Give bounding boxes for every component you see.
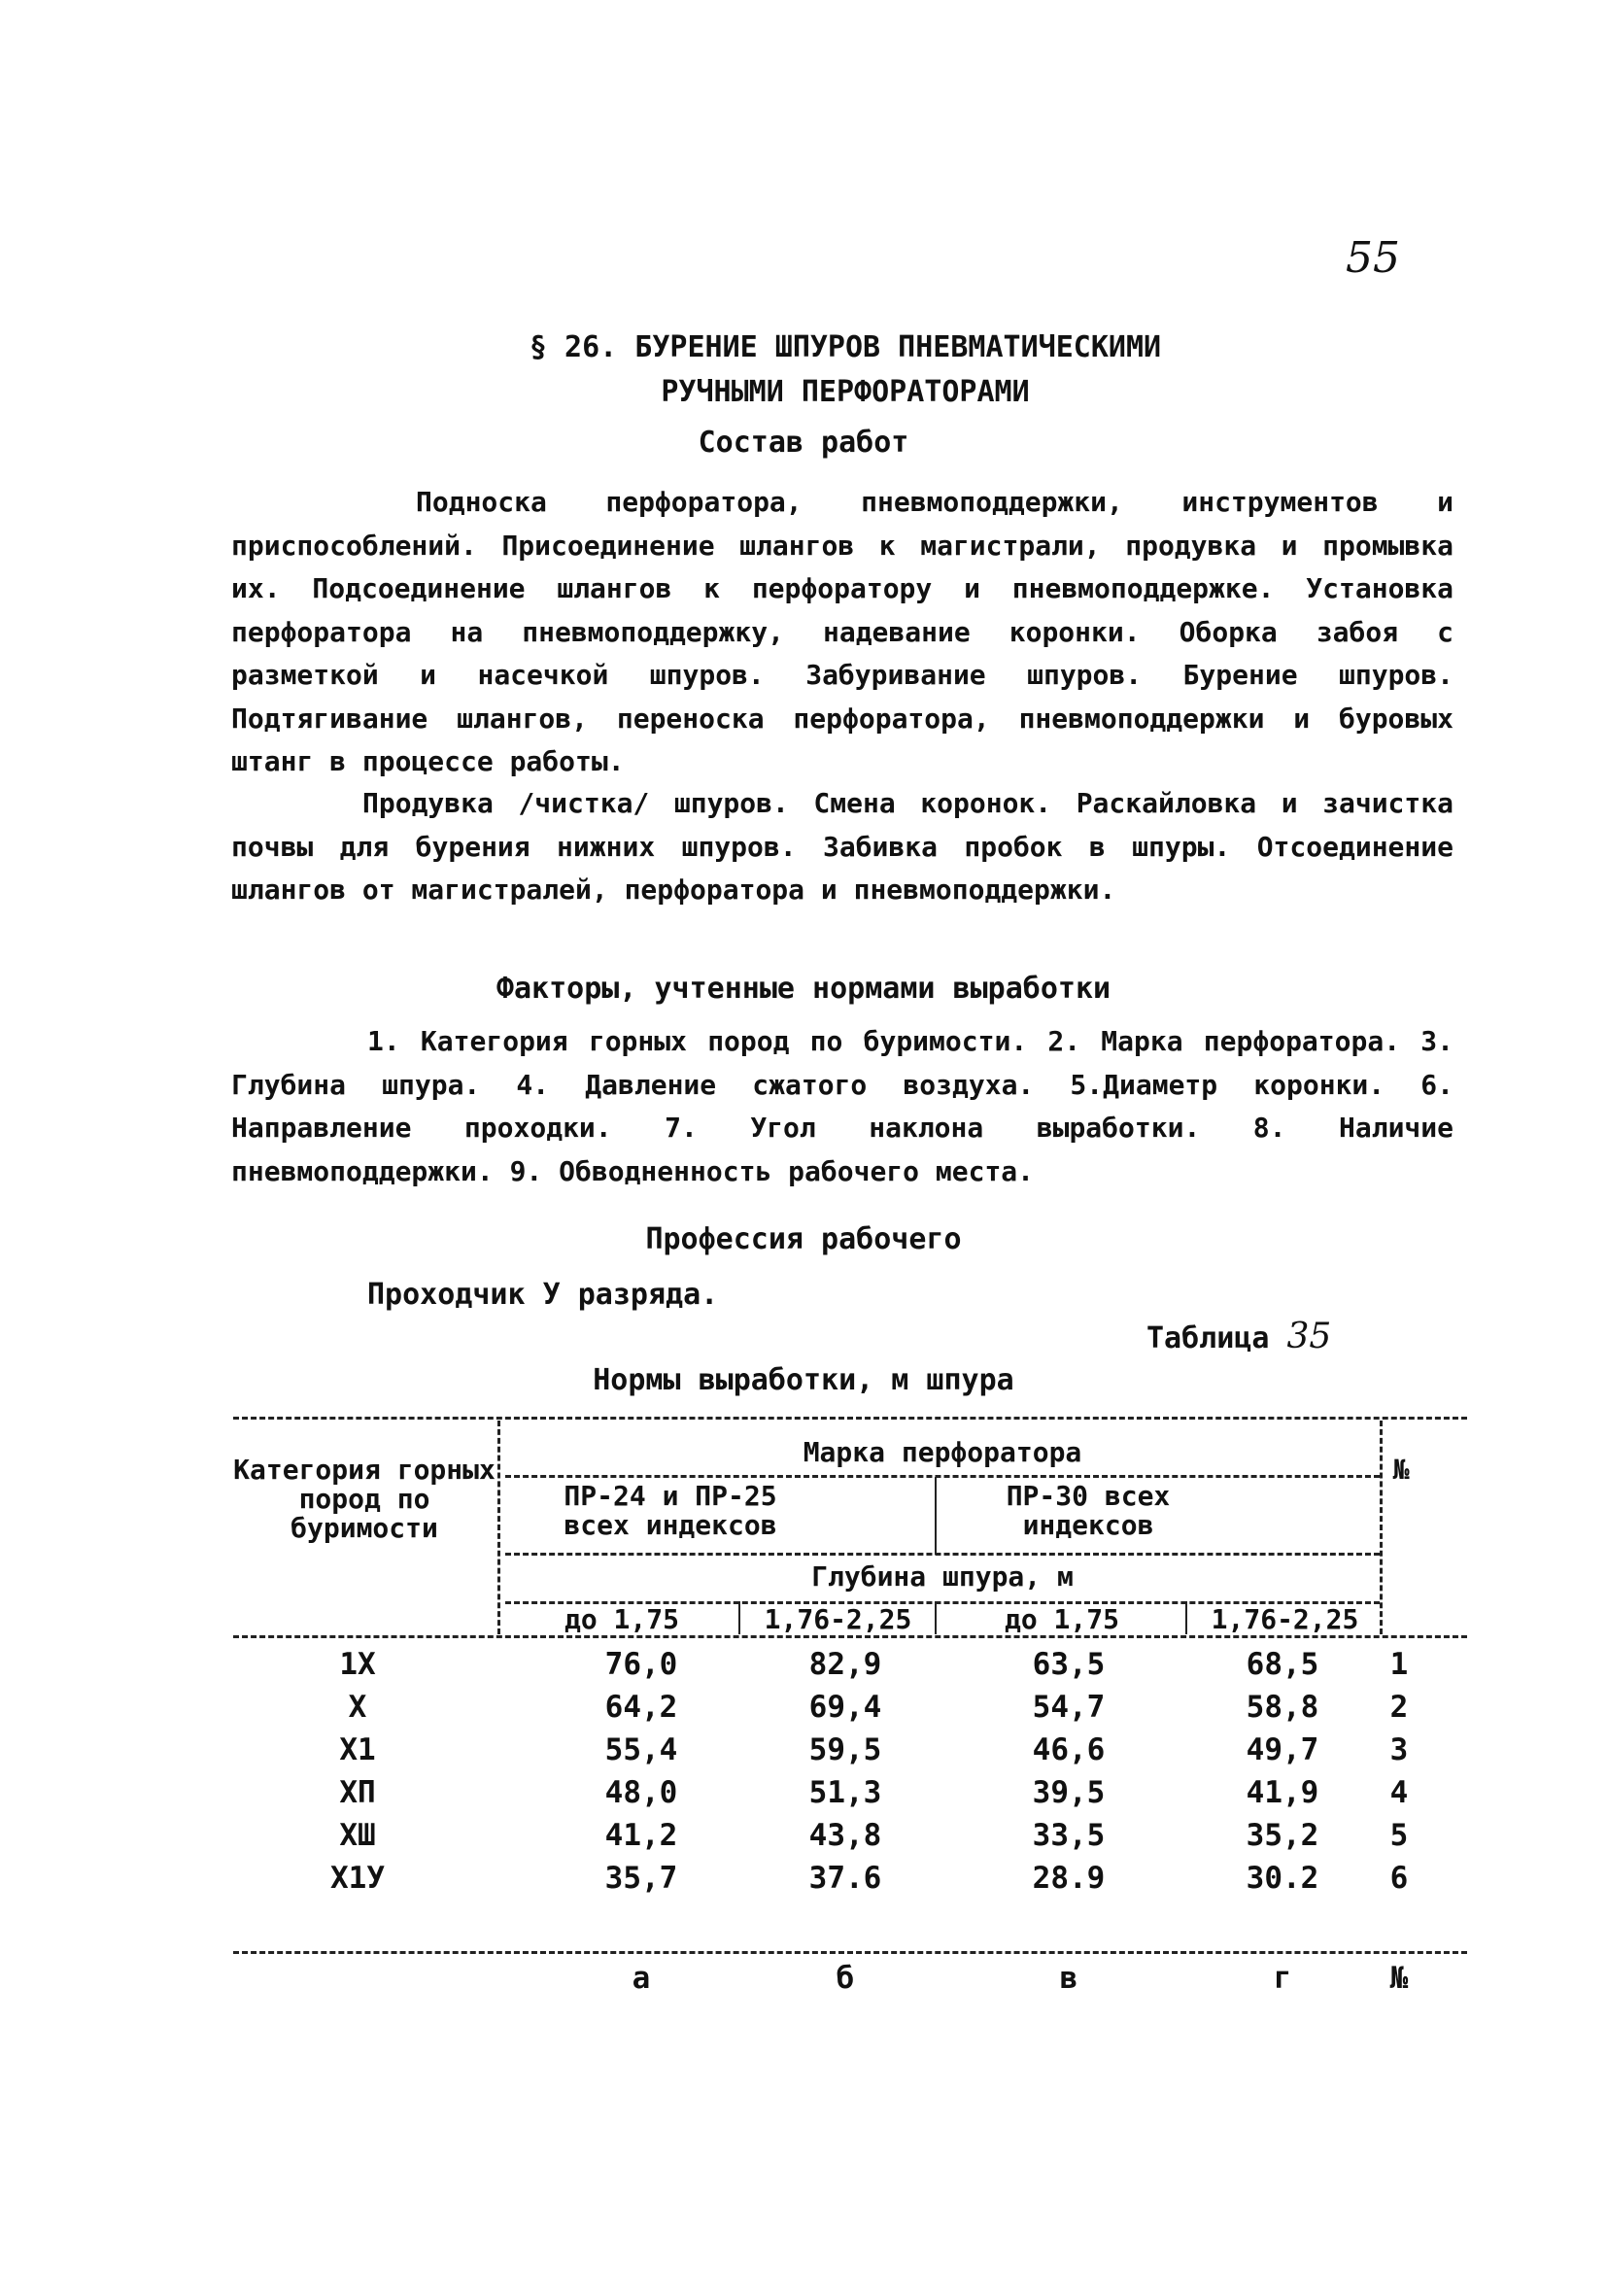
header-depth-3: до 1,75 xyxy=(1004,1603,1119,1635)
row-value: 35,7 xyxy=(604,1861,678,1896)
number-column-divider xyxy=(1380,1421,1383,1634)
table-number: 35 xyxy=(1286,1317,1332,1356)
header-category: Категория горных пород по буримости xyxy=(233,1454,496,1544)
row-number: 3 xyxy=(1389,1732,1409,1767)
row-value: 41,9 xyxy=(1246,1775,1319,1810)
row-number: 6 xyxy=(1389,1861,1409,1896)
table-top-rule xyxy=(233,1417,1467,1420)
header-depth-4: 1,76-2,25 xyxy=(1211,1603,1359,1635)
row-value: 82,9 xyxy=(808,1647,882,1682)
row-value: 64,2 xyxy=(604,1690,678,1725)
work-composition-paragraph-1 xyxy=(231,481,1453,784)
table-label xyxy=(1146,1317,1331,1356)
section-title-line-1: § 26. БУРЕНИЕ ШПУРОВ ПНЕВМАТИЧЕСКИМИ xyxy=(529,330,1162,364)
header-number: № xyxy=(1392,1454,1410,1486)
footer-letter-b: б xyxy=(836,1961,855,1996)
row-value: 30.2 xyxy=(1246,1861,1319,1896)
row-number: 1 xyxy=(1389,1647,1409,1682)
row-value: 33,5 xyxy=(1032,1818,1106,1853)
row-value: 35,2 xyxy=(1246,1818,1319,1853)
page-number: 55 xyxy=(1346,233,1400,283)
profession-heading: Профессия рабочего xyxy=(645,1222,962,1256)
row-value: 46,6 xyxy=(1032,1732,1106,1767)
row-value: 43,8 xyxy=(808,1818,882,1853)
row-value: 58,8 xyxy=(1246,1690,1319,1725)
row-value: 37.6 xyxy=(808,1861,882,1896)
brand-under-rule xyxy=(505,1475,1380,1478)
header-group-1: ПР-24 и ПР-25 всех индексов xyxy=(564,1480,777,1541)
row-number: 5 xyxy=(1389,1818,1409,1853)
category-column-divider xyxy=(497,1421,500,1634)
row-value: 76,0 xyxy=(604,1647,678,1682)
row-value: 41,2 xyxy=(604,1818,678,1853)
footer-letter-a: а xyxy=(632,1961,651,1996)
row-value: 54,7 xyxy=(1032,1690,1106,1725)
depth-divider-2 xyxy=(1185,1601,1187,1634)
row-number: 2 xyxy=(1389,1690,1409,1725)
factors-heading: Факторы, учтенные нормами выработки xyxy=(496,972,1111,1006)
row-value: 55,4 xyxy=(604,1732,678,1767)
row-value: 48,0 xyxy=(604,1775,678,1810)
section-title xyxy=(427,326,1263,415)
work-composition-paragraph-2 xyxy=(231,782,1453,912)
row-category: 1Х xyxy=(339,1647,376,1682)
table-caption: Нормы выработки, м шпура xyxy=(593,1363,1014,1397)
row-value: 28.9 xyxy=(1032,1861,1106,1896)
row-value: 49,7 xyxy=(1246,1732,1319,1767)
work-composition-heading: Состав работ xyxy=(698,426,909,460)
row-value: 68,5 xyxy=(1246,1647,1319,1682)
group-under-rule xyxy=(505,1553,1380,1556)
row-category: ХШ xyxy=(339,1818,376,1853)
worker-grade: Проходчик У разряда. xyxy=(367,1278,719,1312)
row-category: Х xyxy=(348,1690,367,1725)
row-category: Х1У xyxy=(330,1861,385,1896)
depth-divider-1 xyxy=(738,1601,740,1634)
factors-text: 1. Категория горных пород по буримости. 2. Марка перфоратора. 3. Глубина шпура. 4. Давление сжатого воздуха. 5.Диаметр коронки. 6. Направление проходки. 7. Угол наклона выработки. 8. Наличие пневмоподдержки. 9. Обводненность рабочего места. xyxy=(231,1025,1453,1187)
footer-letter-g: г xyxy=(1273,1961,1292,1996)
row-value: 63,5 xyxy=(1032,1647,1106,1682)
factors-paragraph xyxy=(231,1020,1453,1193)
footer-number-sign: № xyxy=(1389,1961,1409,1996)
header-depth-2: 1,76-2,25 xyxy=(764,1603,912,1635)
row-value: 39,5 xyxy=(1032,1775,1106,1810)
row-category: Х1 xyxy=(339,1732,376,1767)
row-number: 4 xyxy=(1389,1775,1409,1810)
depth-group-divider xyxy=(935,1601,937,1634)
row-value: 59,5 xyxy=(808,1732,882,1767)
header-group-2: ПР-30 всех индексов xyxy=(1006,1480,1171,1541)
group-divider xyxy=(935,1477,937,1555)
header-depth: Глубина шпура, м xyxy=(811,1560,1074,1593)
paragraph-2-text: Продувка /чистка/ шпуров. Смена коронок. Раскайловка и зачистка почвы для бурения нижних шпуров. Забивка пробок в шпуры. Отсоединение шлангов от магистралей, перфоратора и пневмоподдержки. xyxy=(231,787,1453,906)
footer-letter-v: в xyxy=(1059,1961,1078,1996)
row-category: ХП xyxy=(339,1775,376,1810)
row-value: 51,3 xyxy=(808,1775,882,1810)
table-label-text: Таблица xyxy=(1146,1321,1270,1355)
header-bottom-rule xyxy=(233,1635,1467,1638)
row-value: 69,4 xyxy=(808,1690,882,1725)
paragraph-1-text: Подноска перфоратора, пневмоподдержки, инструментов и приспособлений. Присоединение шлангов к магистрали, продувка и промывка их. Подсоединение шлангов к перфоратору и пневмоподдержке. Установка перфоратора на пневмоподдержку, надевание коронки. Оборка забоя с разметкой и насечкой шпуров. Забуривание шпуров. Бурение шпуров. Подтягивание шлангов, переноска перфоратора, пневмоподдержки и буровых штанг в процессе работы. xyxy=(231,486,1453,777)
table-bottom-rule xyxy=(233,1951,1467,1954)
header-brand: Марка перфоратора xyxy=(803,1436,1082,1468)
section-title-line-2: РУЧНЫМИ ПЕРФОРАТОРАМИ xyxy=(661,375,1030,409)
header-depth-1: до 1,75 xyxy=(564,1603,679,1635)
